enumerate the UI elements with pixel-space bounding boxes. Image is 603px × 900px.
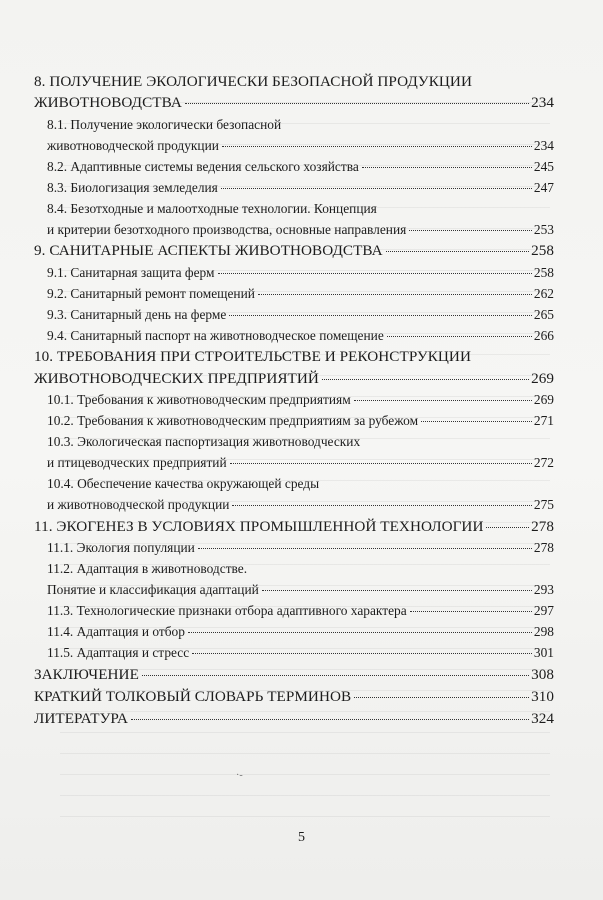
- toc-section: [34, 114, 554, 156]
- dot-leader: [354, 400, 532, 401]
- toc-entry-title-line: Понятие и классификация адаптаций: [47, 582, 259, 597]
- toc-entry-line: [47, 156, 554, 177]
- toc-entry-title-line: животноводческой продукции: [47, 137, 219, 153]
- toc-entry-title-line: 10.3. Экологическая паспортизация животноводческих: [47, 434, 361, 449]
- toc-page-number: 272: [533, 455, 554, 470]
- toc-page-number: 253: [533, 221, 554, 237]
- toc-page-number: 324: [531, 709, 554, 727]
- toc-entry-line: [47, 494, 554, 515]
- dot-leader: [322, 379, 529, 380]
- toc-entry-title-line: и животноводческой продукции: [47, 497, 230, 512]
- dot-leader: [362, 167, 532, 168]
- toc-entry-title-line: 10.1. Требования к животноводческим предприятиям: [47, 392, 351, 407]
- toc-entry-title-line: КРАТКИЙ ТОЛКОВЫЙ СЛОВАРЬ ТЕРМИНОВ: [34, 687, 352, 705]
- dot-leader: [198, 548, 532, 549]
- toc-entry-line: [34, 516, 554, 538]
- toc-page-number: 234: [533, 137, 554, 153]
- toc-section: [34, 600, 554, 621]
- toc-entry-line: [47, 410, 554, 431]
- toc-section: [34, 389, 554, 410]
- toc-page-number: 266: [533, 327, 554, 343]
- toc-entry-title-line: 9.2. Санитарный ремонт помещений: [47, 285, 255, 301]
- toc-entry-line: [47, 389, 554, 410]
- dot-leader: [421, 421, 532, 422]
- dot-leader: [192, 653, 532, 654]
- toc-entry-line: [34, 664, 554, 686]
- toc-chapter: [34, 71, 554, 114]
- toc-entry-line: [47, 304, 554, 325]
- toc-entry-line: [47, 262, 554, 283]
- toc-entry-title-line: ЛИТЕРАТУРА: [34, 709, 128, 727]
- toc-section: [34, 325, 554, 346]
- toc-page-number: 275: [533, 497, 554, 512]
- print-fleck: ·‐: [236, 770, 243, 781]
- toc-entry-line: [34, 368, 554, 390]
- toc-entry-title-line: 8. ПОЛУЧЕНИЕ ЭКОЛОГИЧЕСКИ БЕЗОПАСНОЙ ПРОДУКЦИИ: [34, 72, 472, 90]
- toc-entry-title-line: 9. САНИТАРНЫЕ АСПЕКТЫ ЖИВОТНОВОДСТВА: [34, 242, 383, 259]
- toc-entry-line: [34, 92, 554, 114]
- dot-leader: [386, 251, 529, 252]
- toc-page-number: 269: [533, 392, 554, 407]
- toc-entry-line: [47, 621, 554, 642]
- toc-chapter: [34, 516, 554, 538]
- toc-page-number: 310: [531, 687, 554, 705]
- toc-chapter: [34, 240, 554, 262]
- toc-page-number: 269: [531, 369, 554, 387]
- toc-page-number: 234: [531, 94, 554, 111]
- dot-leader: [409, 230, 532, 231]
- dot-leader: [230, 463, 532, 464]
- toc-section: [34, 304, 554, 325]
- toc-page-number: 301: [533, 645, 554, 660]
- toc-entry-title-line: 11. ЭКОГЕНЕЗ В УСЛОВИЯХ ПРОМЫШЛЕННОЙ ТЕХНОЛОГИИ: [34, 517, 484, 535]
- toc-chapter: [34, 664, 554, 686]
- toc-section: [34, 262, 554, 283]
- dot-leader: [185, 103, 529, 104]
- toc-section: [34, 177, 554, 198]
- toc-page-number: 297: [533, 603, 554, 618]
- dot-leader: [410, 611, 532, 612]
- toc-page-number: 308: [531, 665, 554, 683]
- toc-section: [34, 431, 554, 473]
- toc-page-number: 271: [533, 413, 554, 428]
- toc-section: [34, 537, 554, 558]
- toc-entry-line: [47, 177, 554, 198]
- dot-leader: [218, 273, 532, 274]
- toc-entry-title-line: 11.2. Адаптация в животноводстве.: [47, 561, 248, 576]
- dot-leader: [229, 315, 532, 316]
- toc-entry-title-line: 11.4. Адаптация и отбор: [47, 624, 185, 639]
- toc-section: [34, 283, 554, 304]
- toc-page-number: 245: [533, 158, 554, 174]
- toc-entry-title-line: 11.3. Технологические признаки отбора адаптивного характера: [47, 603, 407, 618]
- dot-leader: [142, 675, 529, 676]
- toc-entry-title-line: 9.4. Санитарный паспорт на животноводческое помещение: [47, 327, 384, 343]
- toc-entry-line: [47, 325, 554, 346]
- toc-entry-line: [47, 579, 554, 600]
- toc-entry-title-line: 9.1. Санитарная защита ферм: [47, 264, 215, 280]
- toc-section: [34, 410, 554, 431]
- toc-chapter: [34, 686, 554, 708]
- dot-leader: [222, 146, 532, 147]
- dot-leader: [188, 632, 532, 633]
- toc-entry-title-line: 8.1. Получение экологически безопасной: [47, 116, 282, 132]
- table-of-contents: [34, 70, 554, 729]
- toc-page-number: 278: [531, 517, 554, 535]
- toc-entry-title-line: 10.4. Обеспечение качества окружающей среды: [47, 476, 320, 491]
- toc-page-number: 258: [531, 242, 554, 259]
- dot-leader: [131, 719, 529, 720]
- toc-page-number: 298: [533, 624, 554, 639]
- toc-page-number: 265: [533, 306, 554, 322]
- toc-section: [34, 621, 554, 642]
- toc-entry-line: [47, 537, 554, 558]
- dot-leader: [221, 188, 532, 189]
- page-number: 5: [298, 830, 305, 845]
- toc-section: [34, 642, 554, 663]
- dot-leader: [232, 505, 531, 506]
- toc-section: [34, 473, 554, 515]
- toc-page-number: 278: [533, 540, 554, 555]
- toc-entry-line: [47, 642, 554, 663]
- toc-chapter: [34, 346, 554, 389]
- toc-entry-title-line: 8.2. Адаптивные системы ведения сельского хозяйства: [47, 158, 359, 174]
- toc-entry-title-line: 10.2. Требования к животноводческим предприятиям за рубежом: [47, 413, 419, 428]
- toc-entry-title-line: 9.3. Санитарный день на ферме: [47, 306, 227, 322]
- toc-entry-title-line: 10. ТРЕБОВАНИЯ ПРИ СТРОИТЕЛЬСТВЕ И РЕКОНСТРУКЦИИ: [34, 348, 471, 365]
- toc-entry-title-line: ЖИВОТНОВОДСТВА: [34, 94, 182, 111]
- toc-entry-title-line: ЗАКЛЮЧЕНИЕ: [34, 665, 139, 683]
- toc-page-number: 293: [533, 582, 554, 597]
- dot-leader: [258, 294, 532, 295]
- toc-entry-title-line: и критерии безотходного производства, основные направления: [47, 221, 407, 237]
- toc-entry-title-line: и птицеводческих предприятий: [47, 455, 227, 470]
- toc-chapter: [34, 708, 554, 730]
- toc-entry-line: [47, 452, 554, 473]
- toc-entry-title-line: ЖИВОТНОВОДЧЕСКИХ ПРЕДПРИЯТИЙ: [34, 369, 319, 387]
- toc-entry-title-line: 11.1. Экология популяции: [47, 540, 195, 555]
- toc-entry-line: [34, 708, 554, 730]
- toc-page-number: 247: [533, 179, 554, 195]
- toc-entry-line: [47, 219, 554, 240]
- dot-leader: [387, 336, 532, 337]
- toc-section: [34, 558, 554, 600]
- toc-section: [34, 198, 554, 240]
- toc-entry-line: [47, 283, 554, 304]
- toc-page-number: 262: [533, 285, 554, 301]
- dot-leader: [486, 527, 529, 528]
- toc-entry-line: [34, 686, 554, 708]
- toc-page-number: 258: [533, 264, 554, 280]
- dot-leader: [262, 590, 532, 591]
- toc-entry-line: [34, 240, 554, 262]
- toc-entry-title-line: 11.5. Адаптация и стресс: [47, 645, 190, 660]
- toc-entry-line: [47, 600, 554, 621]
- toc-entry-title-line: 8.4. Безотходные и малоотходные технологии. Концепция: [47, 200, 377, 216]
- toc-entry-title-line: 8.3. Биологизация земледелия: [47, 179, 218, 195]
- dot-leader: [354, 697, 529, 698]
- toc-entry-line: [47, 135, 554, 156]
- toc-section: [34, 156, 554, 177]
